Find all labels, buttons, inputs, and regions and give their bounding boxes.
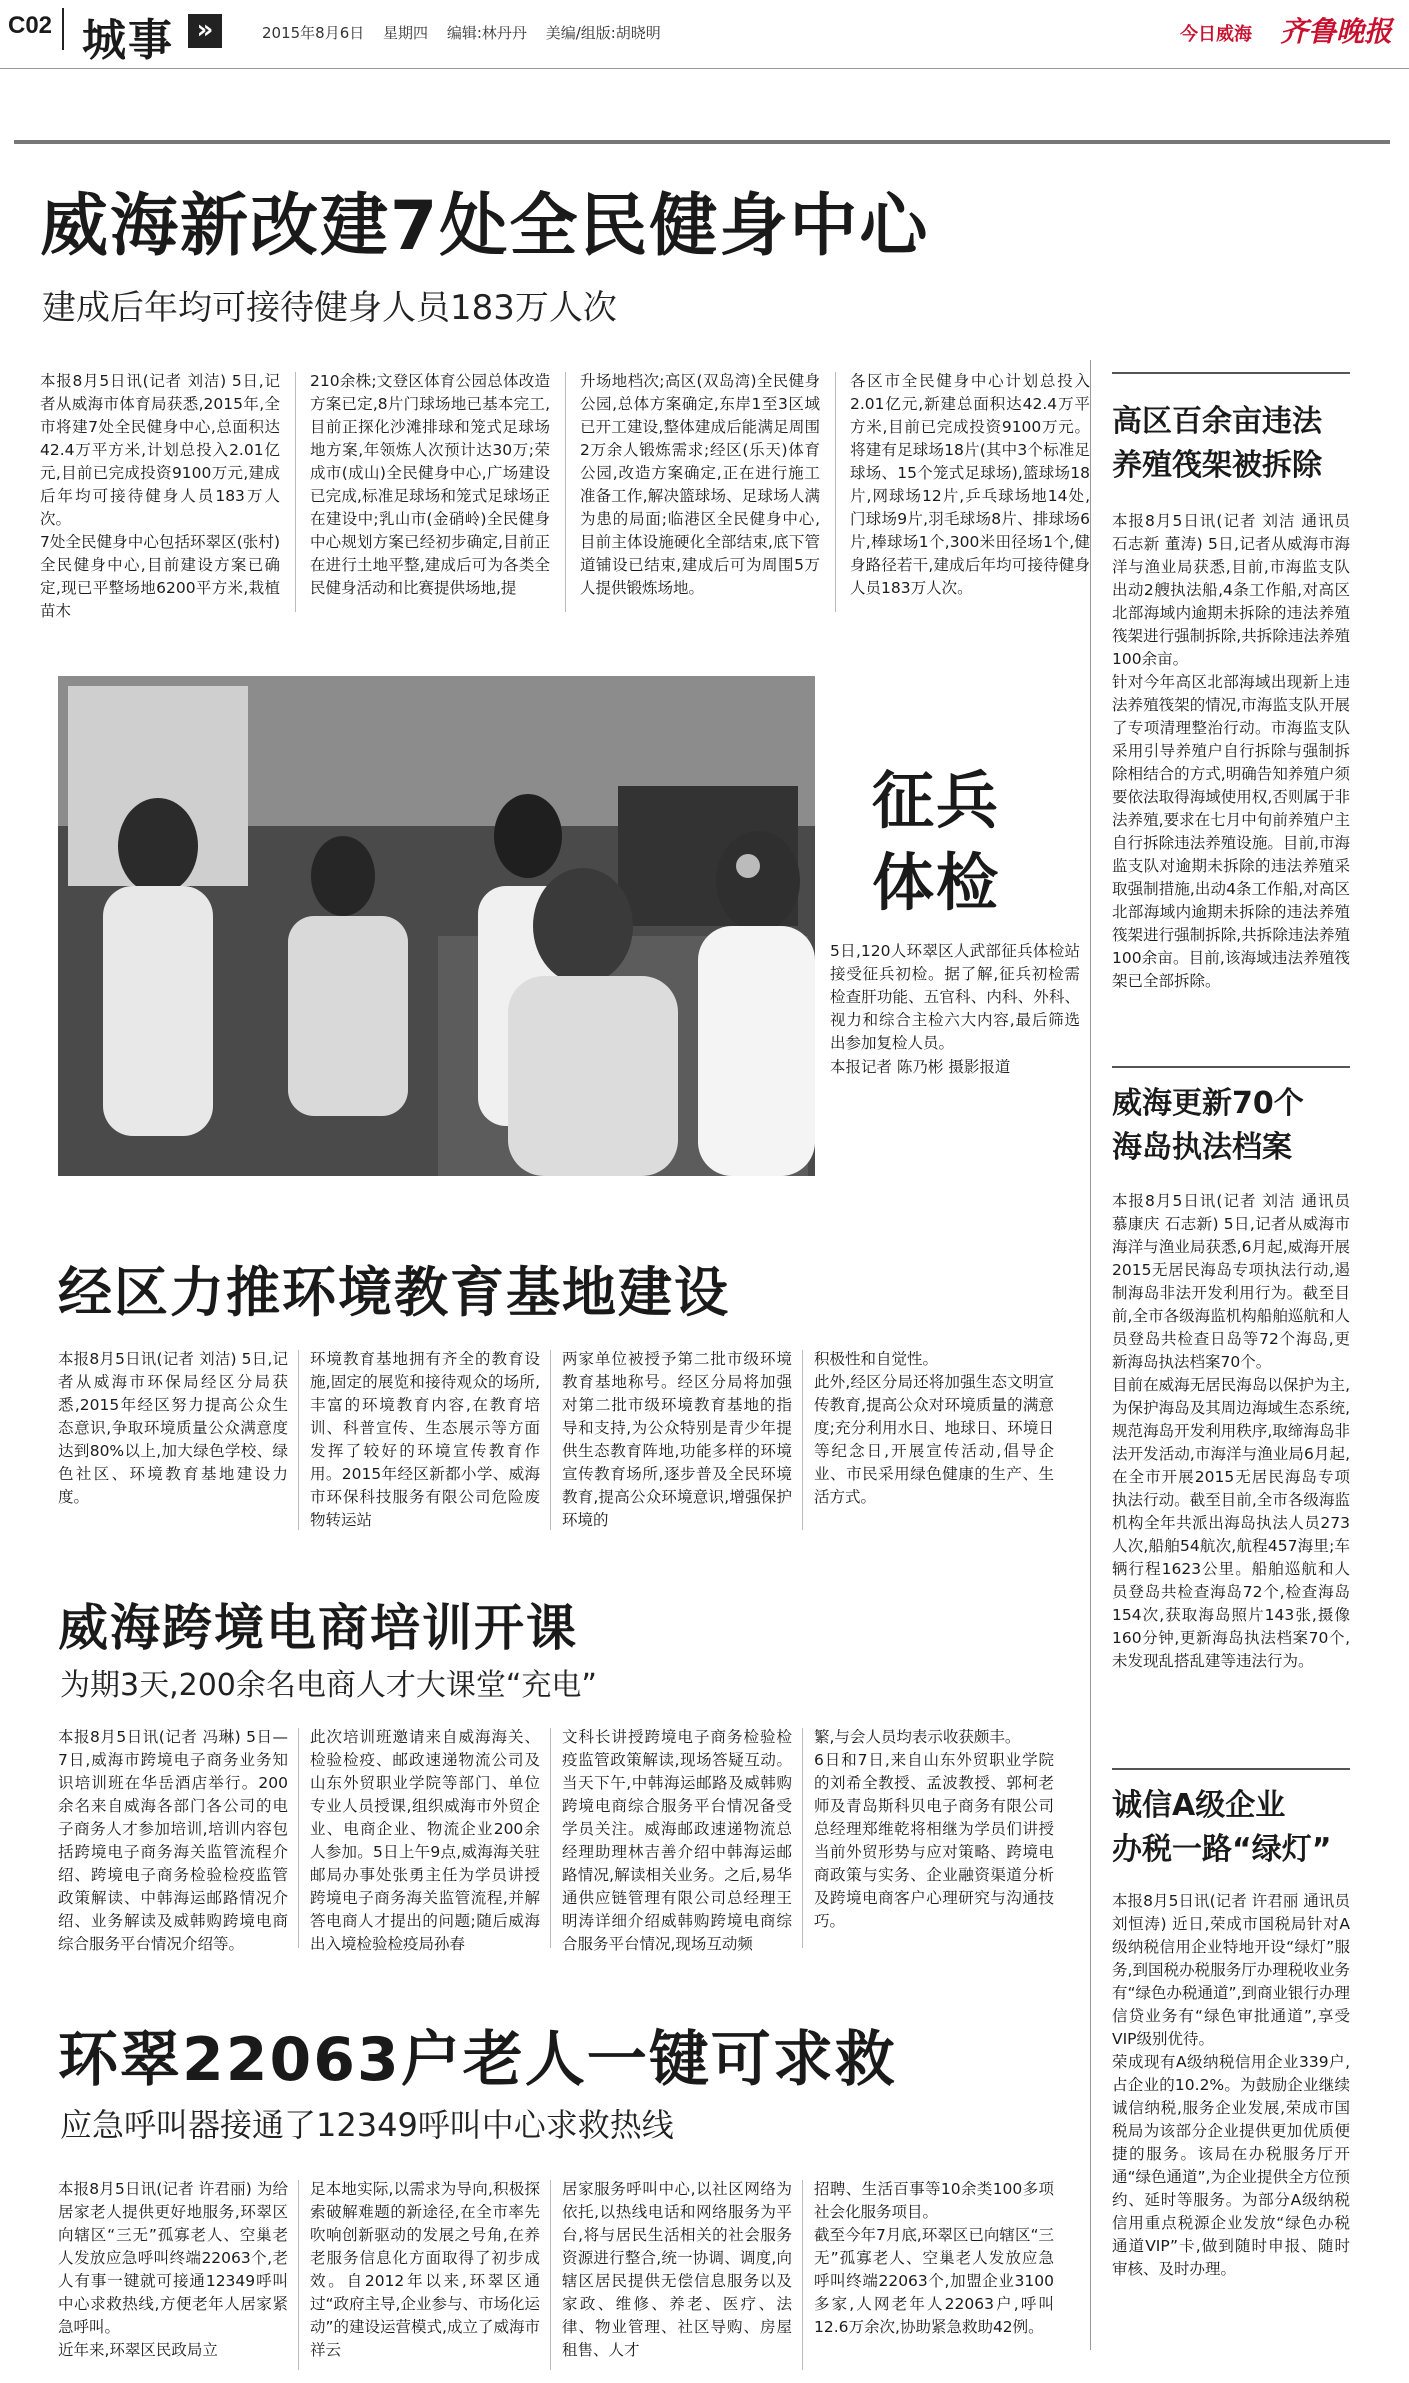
masthead-divider [62, 8, 64, 50]
section-arrow-icon: » [188, 14, 222, 48]
story2-col-2: 环境教育基地拥有齐全的教育设施,固定的展览和接待观众的场所,丰富的环境教育内容,在教育培训、科普宣传、生态展示等方面发挥了较好的环境宣传教育作用。2015年经区新都小学、威海市环保科技服务有限公司危险废物转运站 [310, 1350, 540, 1529]
story4-headline: 环翠22063户老人一键可求救 [58, 2025, 897, 2095]
masthead [0, 0, 1409, 100]
story3-col-3: 文科长讲授跨境电子商务检验检疫监管政策解读,现场答疑互动。当天下午,中韩海运邮路及威韩购跨境电商综合服务平台情况备受学员关注。威海邮政速递物流总经理助理林吉善介绍中韩海运邮路情况,解读相关业务。之后,易华通供应链管理有限公司总经理王明涛详细介绍威韩购跨境电商综合服务平台情况,现场互动频 [562, 1728, 792, 1953]
sidebar-rule [1112, 1768, 1350, 1770]
story4-col-2: 足本地实际,以需求为导向,积极探索破解难题的新途径,在全市率先吹响创新驱动的发展之号角,在养老服务信息化方面取得了初步成效。自2012年以来,环翠区通过“政府主导,企业参与、市场化运动”的建设运营模式,成立了威海市祥云 [310, 2180, 540, 2359]
story4-col-4: 招聘、生活百事等10余类100多项社会化服务项目。 截至今年7月底,环翠区已向辖区“三无”孤寡老人、空巢老人发放应急呼叫终端22063个,加盟企业3100多家,人网老年人22063户,呼叫12.6万余次,协助紧急救助42例。 [814, 2180, 1054, 2336]
side1-title-line2: 养殖筏架被拆除 [1112, 448, 1322, 483]
story2-col-4: 积极性和自觉性。 此外,经区分局还将加强生态文明宣传教育,提高公众对环境质量的满意度;充分利用水日、地球日、环境日等纪念日,开展宣传活动,倡导企业、市民采用绿色健康的生产、生活方式。 [814, 1350, 1054, 1506]
sidebar-rule [1112, 1066, 1350, 1068]
story2-col-1: 本报8月5日讯(记者 刘洁) 5日,记者从威海市环保局经区分局获悉,2015年经区努力提高公众生态意识,争取环境质量公众满意度达到80%以上,加大绿色学校、绿色社区、环境教育基地建设力度。 [58, 1350, 288, 1506]
section-name: 城事 [82, 15, 174, 66]
masthead-rule [0, 68, 1409, 69]
column-rule [802, 1350, 803, 1530]
brand-edition: 今日威海 [1180, 24, 1252, 45]
story2-col-3: 两家单位被授予第二批市级环境教育基地称号。经区分局将加强对第二批市级环境教育基地的指导和支持,为公众特别是青少年提供生态教育阵地,功能多样的环境宣传教育场所,逐步普及全民环境教育,提高公众环境意识,增强保护环境的 [562, 1350, 792, 1529]
column-rule [835, 372, 836, 612]
photo-caption: 5日,120人环翠区人武部征兵体检站接受征兵初检。据了解,征兵初检需检查肝功能、五官科、内科、外科、视力和综合主检六大内容,最后筛选出参加复检人员。 [830, 942, 1080, 1052]
column-rule [565, 372, 566, 612]
story3-col-4: 繁,与会人员均表示收获颇丰。 6日和7日,来自山东外贸职业学院的刘希全教授、孟波教授、郭柯老师及青岛斯科贝电子商务有限公司总经理郑维乾将相继为学员们讲授当前外贸形势与应对策略、跨境电商政策与实务、企业融资渠道分析及跨境电商客户心理研究与沟通技巧。 [814, 1728, 1054, 1930]
sidebar-rule [1112, 372, 1350, 374]
issue-info [262, 22, 675, 43]
side3-body: 本报8月5日讯(记者 许君丽 通讯员 刘恒涛) 近日,荣成市国税局针对A级纳税信用企业特地开设“绿灯”服务,到国税办税服务厅办理税收业务有“绿色办税通道”,到商业银行办理信贷业务有“绿色审批通道”,享受VIP级别优待。 荣成现有A级纳税信用企业339户,占企业的10.2%。为鼓励企业继续诚信纳税,服务企业发展,荣成市国税局为该部分企业提供更加优质便捷的服务。该局在办税服务厅开通“绿色通道”,为企业提供全方位预约、延时等服务。为部分A级纳税信用重点税源企业发放“绿色办税通道VIP”卡,做到随时申报、随时审核、及时办理。 [1112, 1892, 1350, 2278]
column-rule [802, 1728, 803, 1948]
brand-logo: 齐鲁晚报 [1280, 15, 1393, 48]
story1-col-3: 升场地档次;高区(双岛湾)全民健身公园,总体方案确定,东岸1至3区域已开工建设,整体建成后能满足周围2万余人锻炼需求;经区(乐天)体育公园,改造方案确定,正在进行施工准备工作,解决篮球场、足球场人满为患的局面;临港区全民健身中心,目前主体设施硬化全部结束,底下管道铺设已结束,建成后可为周围5万人提供锻炼场地。 [580, 372, 820, 597]
story1-col-2: 210余株;文登区体育公园总体改造方案已定,8片门球场地已基本完工,目前正探化沙滩排球和笼式足球场地方案,年领炼人次预计达30万;荣成市(成山)全民健身中心,广场建设已完成,标准足球场和笼式足球场正在建设中;乳山市(金硝岭)全民健身中心规划方案已经初步确定,目前正在进行土地平整,建成后可为各类全民健身活动和比赛提供场地,提 [310, 372, 550, 597]
side2-body: 本报8月5日讯(记者 刘洁 通讯员 慕康庆 石志新) 5日,记者从威海市海洋与渔业局获悉,6月起,威海开展2015无居民海岛专项执法行动,遏制海岛非法开发利用行为。截至目前,全市各级海监机构船舶巡航和人员登岛共检查日岛等72个海岛,更新海岛执法档案70个。 目前在威海无居民海岛以保护为主,为保护海岛及其周边海域生态系统,规范海岛开发利用秩序,取缔海岛非法开发活动,市海洋与渔业局6月起,在全市开展2015无居民海岛专项执法行动。截至目前,全市各级海监机构全年共派出海岛执法人员273人次,船舶54航次,航程457海里;车辆行程1623公里。船舶巡航和人员登岛共检查海岛72个,检查海岛154次,获取海岛照片143张,摄像160分钟,更新海岛执法档案70个,未发现乱搭乱建等违法行为。 [1112, 1192, 1350, 1670]
column-rule [550, 2180, 551, 2370]
editor-credit: 编辑:林丹丹 [446, 24, 527, 42]
top-rule [14, 140, 1390, 144]
side1-title-line1: 高区百余亩违法 [1112, 404, 1322, 439]
column-rule [298, 1350, 299, 1530]
story3-subhead: 为期3天,200余名电商人才大课堂“充电” [60, 1668, 597, 1703]
story2-headline: 经区力推环境教育基地建设 [58, 1261, 730, 1324]
column-rule [550, 1350, 551, 1530]
page-number: C02 [8, 12, 53, 39]
story3-headline: 威海跨境电商培训开课 [58, 1599, 578, 1657]
photo-credit: 本报记者 陈乃彬 摄影报道 [830, 1058, 1011, 1076]
column-rule [298, 2180, 299, 2370]
photo-title-line2: 体检 [872, 846, 1001, 919]
story4-col-3: 居家服务呼叫中心,以社区网络为依托,以热线电话和网络服务为平台,将与居民生活相关的社会服务资源进行整合,统一协调、调度,向辖区居民提供无偿信息服务以及家政、维修、养老、医疗、法律、物业管理、社区导购、房屋租售、人才 [562, 2180, 792, 2359]
side1-body: 本报8月5日讯(记者 刘洁 通讯员 石志新 董涛) 5日,记者从威海市海洋与渔业局获悉,目前,市海监支队出动2艘执法船,4条工作船,对高区北部海域内逾期未拆除的违法养殖筏架进行强制拆除,共拆除违法养殖100余亩。 针对今年高区北部海域出现新上违法养殖筏架的情况,市海监支队开展了专项清理整治行动。市海监支队采用引导养殖户自行拆除与强制拆除相结合的方式,明确告知养殖户须要依法取得海域使用权,否则属于非法养殖,要求在七月中旬前养殖户主自行拆除违法养殖设施。目前,市海监支队对逾期未拆除的违法养殖采取强制措施,出动4条工作船,对高区北部海域内逾期未拆除的违法养殖筏架进行强制拆除,共拆除违法养殖100余亩。目前,该海域违法养殖筏架已全部拆除。 [1112, 512, 1350, 990]
column-rule [298, 1728, 299, 1948]
side2-title-line1: 威海更新70个 [1112, 1086, 1304, 1121]
layout-credit: 美编/组版:胡晓明 [545, 24, 661, 42]
side3-title-line2: 办税一路“绿灯” [1112, 1832, 1332, 1867]
column-rule [550, 1728, 551, 1948]
story4-subhead: 应急呼叫器接通了12349呼叫中心求救热线 [60, 2106, 674, 2144]
side3-title-line1: 诚信A级企业 [1112, 1788, 1286, 1823]
issue-weekday: 星期四 [383, 24, 429, 42]
side2-title-line2: 海岛执法档案 [1112, 1130, 1292, 1165]
story1-subhead: 建成后年均可接待健身人员183万人次 [42, 288, 617, 328]
sidebar-divider [1090, 360, 1091, 2350]
story3-col-1: 本报8月5日讯(记者 冯琳) 5日—7日,威海市跨境电子商务业务知识培训班在华岳酒店举行。200余名来自威海各部门各公司的电子商务人才参加培训,培训内容包括跨境电子商务海关监管流程介绍、跨境电子商务检验检疫监管政策解读、中韩海运邮路情况介绍、业务解读及威韩购跨境电商综合服务平台情况介绍等。 [58, 1728, 288, 1953]
story1-headline: 威海新改建7处全民健身中心 [40, 187, 930, 266]
story1-col-1: 本报8月5日讯(记者 刘洁) 5日,记者从威海市体育局获悉,2015年,全市将建7处全民健身中心,总面积达42.4万平方米,计划总投入2.01亿元,目前已完成投资9100万元,建成后年均可接待健身人员183万人次。 7处全民健身中心包括环翠区(张村)全民健身中心,目前建设方案已确定,现已平整场地6200平方米,栽植苗木 [40, 372, 280, 620]
story1-col-4: 各区市全民健身中心计划总投入2.01亿元,新建总面积达42.4万平方米,目前已完成投资9100万元。将建有足球场18片(其中3个标准足球场、15个笼式足球场),篮球场18片,网球场12片,乒乓球场地14处,门球场9片,羽毛球场8片、排球场6片,棒球场1个,300米田径场1个,健身路径若干,建成后年均可接待健身人员183万人次。 [850, 372, 1090, 597]
photo-title-line1: 征兵 [872, 764, 1001, 837]
column-rule [295, 372, 296, 612]
column-rule [802, 2180, 803, 2370]
story3-col-2: 此次培训班邀请来自威海海关、检验检疫、邮政速递物流公司及山东外贸职业学院等部门、单位专业人员授课,组织威海市外贸企业、电商企业、物流企业200余人参加。5日上午9点,威海海关驻邮局办事处张勇主任为学员讲授跨境电子商务海关监管流程,并解答电商人才提出的问题;随后威海出入境检验检疫局孙春 [310, 1728, 540, 1953]
photo-conscription-exam [58, 676, 815, 1176]
story4-col-1: 本报8月5日讯(记者 许君丽) 为给居家老人提供更好地服务,环翠区向辖区“三无”孤寡老人、空巢老人发放应急呼叫终端22063个,老人有事一键就可接通12349呼叫中心求救热线,方便老年人居家紧急呼叫。 近年来,环翠区民政局立 [58, 2180, 288, 2359]
photo-image [58, 676, 815, 1176]
issue-date: 2015年8月6日 [262, 24, 365, 42]
